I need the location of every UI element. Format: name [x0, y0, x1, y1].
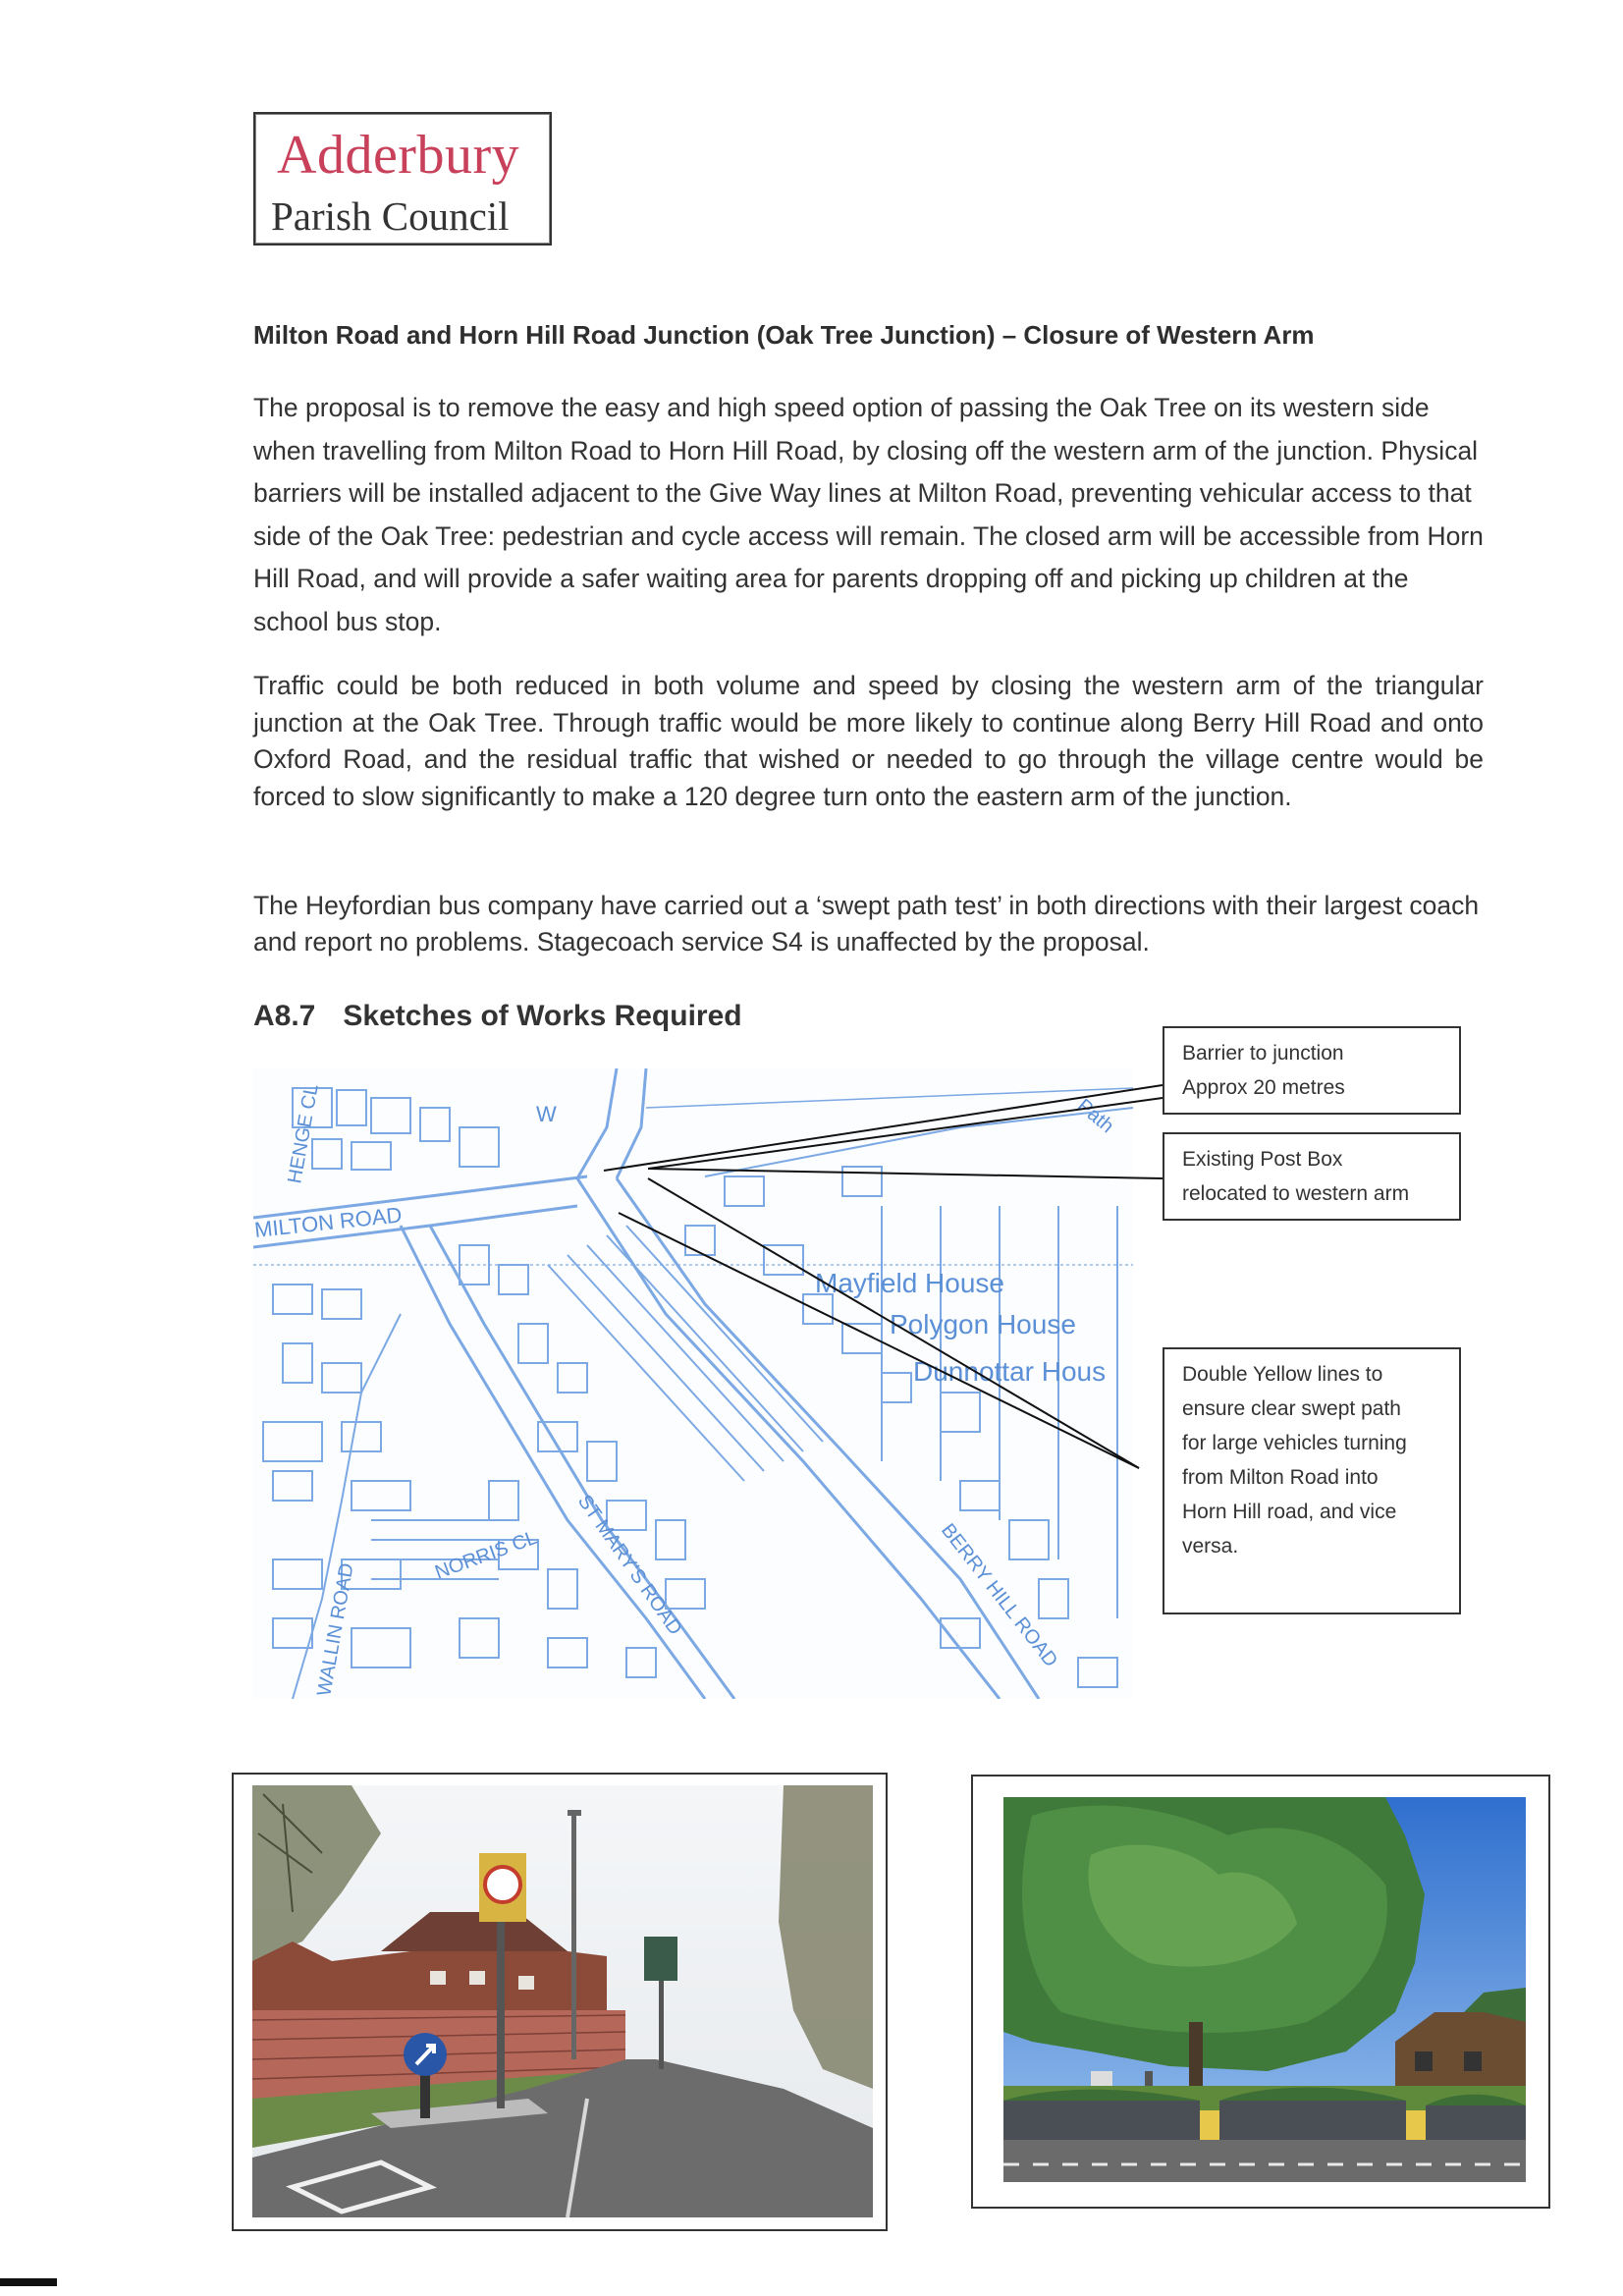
- callout-barrier-line-2: Approx 20 metres: [1182, 1076, 1345, 1099]
- callout-yellow-line-6: versa.: [1182, 1535, 1239, 1558]
- callout-yellow-line-4: from Milton Road into: [1182, 1466, 1379, 1489]
- callout-post-box-line-1: Existing Post Box: [1182, 1148, 1343, 1171]
- logo-line-2: Parish Council: [271, 193, 510, 239]
- logo-line-1: Adderbury: [277, 125, 520, 186]
- callout-post-box-line-2: relocated to western arm: [1182, 1182, 1410, 1205]
- paragraph-bus-test: The Heyfordian bus company have carried out a ‘swept path test’ in both directions with their largest coach and report no problems. Stagecoach service S4 is unaffected by the proposal.: [253, 891, 1480, 957]
- callout-yellow-line-1: Double Yellow lines to: [1182, 1363, 1383, 1386]
- oak-tree-photo-illustration: [973, 1777, 1548, 2207]
- document-title: Milton Road and Horn Hill Road Junction (Oak Tree Junction) – Closure of Western Arm: [253, 320, 1315, 350]
- paragraph-proposal: The proposal is to remove the easy and high speed option of passing the Oak Tree on its western side when travelling from Milton Road to Horn Hill Road, by closing off the western arm of the junction. Physical barriers will be installed adjacent to the Give Way lines at Milton Road, preventing vehicular access to that side of the Oak Tree: pedestrian and cycle access will remain. The closed arm will be accessible from Horn Hill Road, and will provide a safer waiting area for parents dropping off and picking up children at the school bus stop.: [253, 393, 1484, 636]
- map-label-mayfield-house: Mayfield House: [815, 1268, 1004, 1298]
- map-label-berry-hill-road: BERRY HILL ROAD: [937, 1519, 1062, 1671]
- section-heading: [253, 1000, 742, 1033]
- photo-oak-tree-junction: [971, 1775, 1550, 2209]
- callout-barrier-line-1: Barrier to junction: [1182, 1042, 1344, 1065]
- map-label-dunnottar-house: Dunnottar Hous: [913, 1356, 1107, 1387]
- junction-photo-illustration: [234, 1775, 886, 2229]
- map-label-norris-cl: NORRIS CL: [432, 1526, 541, 1584]
- scan-edge-mark: [0, 2278, 57, 2286]
- callout-post-box: [1163, 1132, 1461, 1221]
- section-number: A8.7: [253, 1000, 316, 1032]
- photo-milton-road-junction: [232, 1773, 888, 2231]
- map-label-polygon-house: Polygon House: [890, 1309, 1076, 1339]
- callout-yellow-line-2: ensure clear swept path: [1182, 1397, 1401, 1420]
- map-label-w: W: [536, 1102, 557, 1126]
- callout-yellow-line-3: for large vehicles turning: [1182, 1432, 1407, 1454]
- section-title: Sketches of Works Required: [343, 1000, 742, 1032]
- paragraph-traffic: Traffic could be both reduced in both volume and speed by closing the western arm of the triangular junction at the Oak Tree. Through traffic would be more likely to continue along Berry Hill Road and onto Oxford Road, and the residual traffic that wished or needed to go through the village centre would be forced to slow significantly to make a 120 degree turn onto the eastern arm of the junction.: [253, 671, 1484, 811]
- map-label-path: Path: [1072, 1094, 1118, 1138]
- callout-barrier: [1163, 1026, 1461, 1115]
- junction-map: [253, 1068, 1133, 1699]
- callout-double-yellow: [1163, 1347, 1461, 1614]
- parish-council-logo: [253, 112, 552, 246]
- map-label-milton-road: MILTON ROAD: [253, 1202, 404, 1242]
- callout-yellow-line-5: Horn Hill road, and vice: [1182, 1501, 1397, 1523]
- map-label-st-marys-road: ST MARY'S ROAD: [572, 1491, 686, 1640]
- map-label-henge-cl: HENGE CL: [284, 1082, 323, 1185]
- map-label-wallin-road: WALLIN ROAD: [313, 1561, 358, 1698]
